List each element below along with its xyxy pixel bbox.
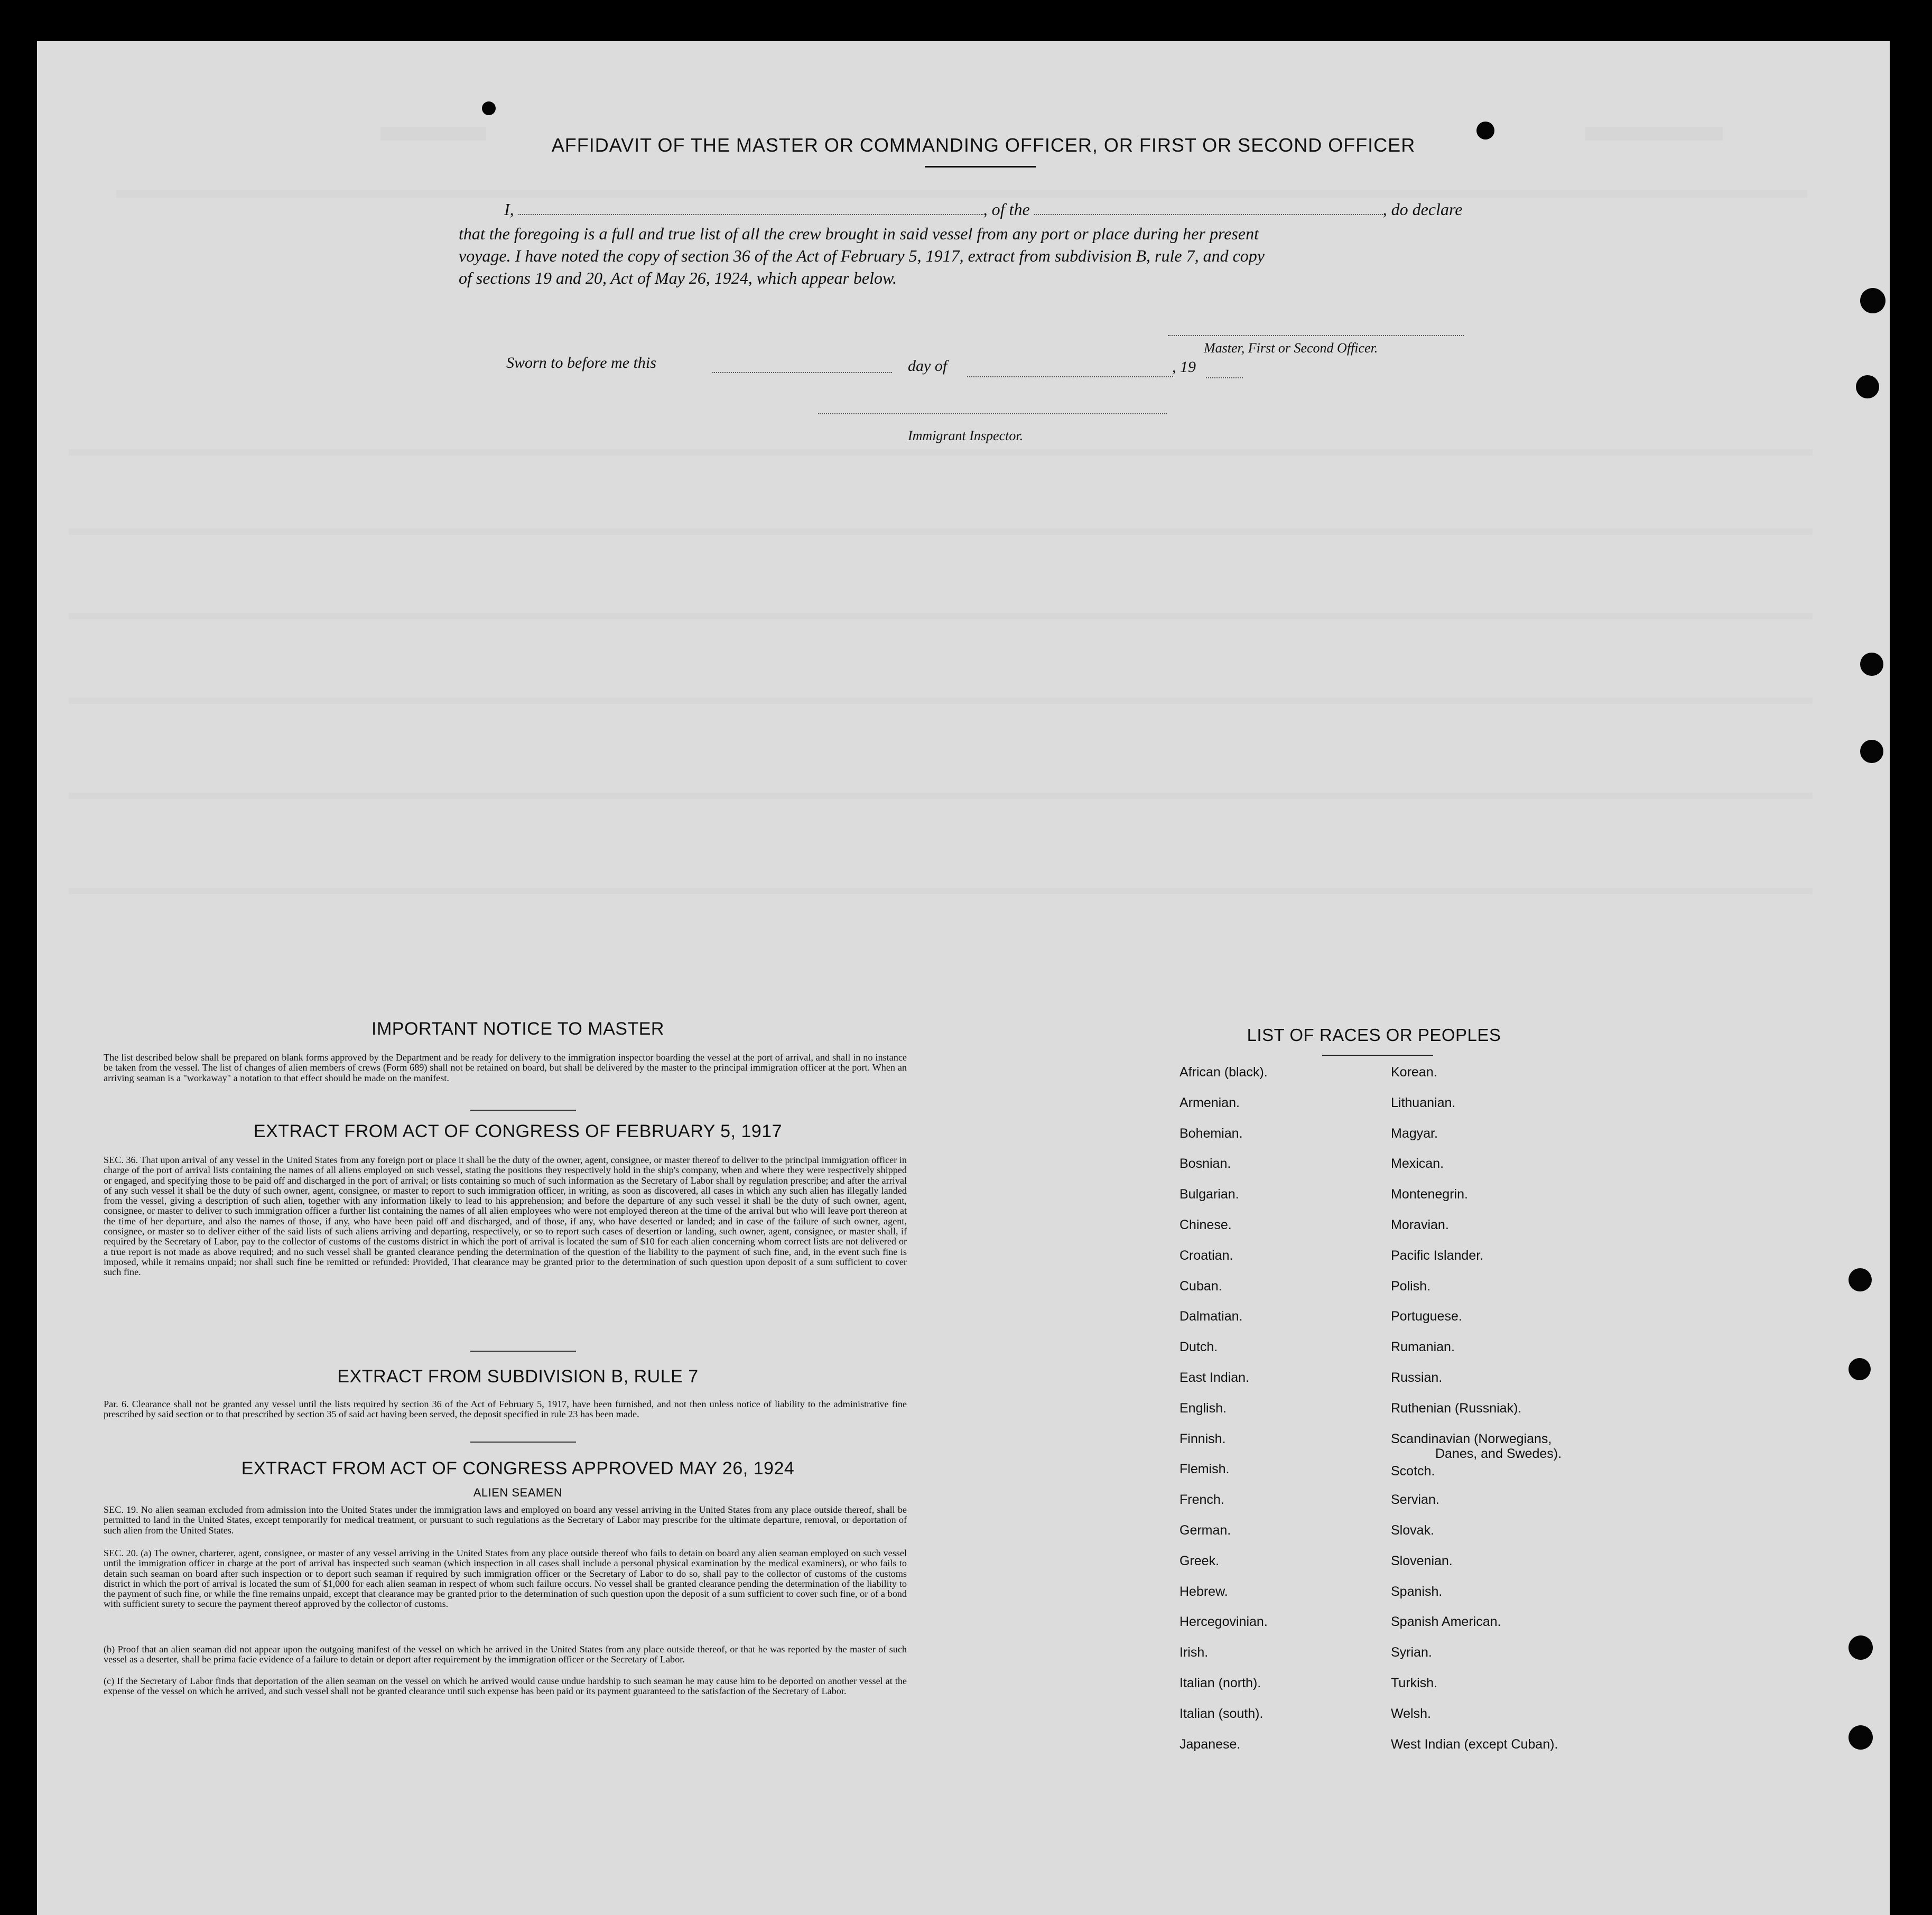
punch-hole	[1849, 1725, 1873, 1750]
race-item: Russian.	[1391, 1370, 1443, 1385]
race-item: Japanese.	[1179, 1736, 1241, 1752]
race-item: Pacific Islander.	[1391, 1248, 1484, 1263]
race-item: Korean.	[1391, 1065, 1437, 1080]
race-item: Spanish American.	[1391, 1614, 1501, 1630]
race-item: Finnish.	[1179, 1431, 1226, 1446]
title-rule	[925, 166, 1036, 168]
vessel-label: , of the	[983, 200, 1030, 219]
race-item: Mexican.	[1391, 1156, 1444, 1172]
section-rule	[470, 1110, 576, 1111]
notice-title: IMPORTANT NOTICE TO MASTER	[371, 1019, 664, 1039]
notice-body: The list described below shall be prepared on blank forms approved by the Department and be ready for delivery to the immigration inspector boarding the vessel at the port of arrival, and shall in no instance be taken from the vessel. The list of changes of alien members of crews (Form 689) shall not be retained on board, but shall be delivered by the master to the principal immigration officer at the port. When an arriving seaman is a "workaway" a notation to that effect should be made on the manifest.	[104, 1052, 907, 1083]
punch-hole	[1856, 375, 1879, 398]
sworn-label: Sworn to before me this	[506, 354, 656, 371]
race-item: Slovenian.	[1391, 1553, 1453, 1568]
sworn-date-field[interactable]	[712, 357, 892, 373]
race-item: English.	[1179, 1400, 1227, 1416]
race-item: Magyar.	[1391, 1126, 1438, 1141]
extract-1924-subtitle: ALIEN SEAMEN	[473, 1486, 563, 1499]
sec20a-text: SEC. 20. (a) The owner, charterer, agent, consignee, or master of any vessel arriving in the United States from any place outside thereof who fails to detain on board any alien seaman employed on such vessel until the immigration officer in charge at the port of arrival has inspected such seaman (which inspection in all cases shall include a personal physical examination by the medical examiners), or who fails to detain such seaman on board after such inspection or to deport such seaman if required by such immigration officer or the Secretary of Labor to do so, shall pay to the collector of customs of the customs district in which the port of arrival is located the sum of $1,000 for each alien seaman in respect of whom such failure occurs. No vessel shall be granted clearance pending the determination of the liability to the payment of such fine, or while the fine remains unpaid, except that clearance may be granted prior to the determination of such question upon the deposit of a sum sufficient to cover such fine, or of a bond with sufficient surety to secure the payment thereof approved by the collector of customs.	[104, 1548, 907, 1610]
race-item: Bosnian.	[1179, 1156, 1231, 1172]
race-item: Flemish.	[1179, 1462, 1230, 1477]
race-item: Dalmatian.	[1179, 1309, 1243, 1324]
punch-hole	[1849, 1635, 1873, 1660]
race-item: French.	[1179, 1492, 1224, 1508]
race-item: African (black).	[1179, 1065, 1268, 1080]
signer-label: Master, First or Second Officer.	[1204, 340, 1378, 356]
sworn-month-field[interactable]	[967, 361, 1173, 377]
signature-field[interactable]	[1168, 319, 1464, 336]
race-item: West Indian (except Cuban).	[1391, 1736, 1558, 1752]
race-item: Dutch.	[1179, 1340, 1218, 1355]
race-item: Greek.	[1179, 1553, 1220, 1568]
race-item: Portuguese.	[1391, 1309, 1462, 1324]
extract-1917-body: SEC. 36. That upon arrival of any vessel in the United States from any foreign port or place it shall be the duty of the owner, agent, consignee, or master thereof to deliver to the principal immigration officer in charge of the port of arrival lists containing the names of all aliens employed on such vessel, stating the positions they respectively hold in the ship's company, when and where they were respectively shipped or engaged, and specifying those to be paid off and discharged in the port of arrival; or lists containing so much of such information as the Secretary of Labor shall by regulation prescribe; and after the arrival of any such vessel it shall be the duty of such owner, agent, consignee, or master to report to such immigration officer, in writing, as soon as discovered, all cases in which any such alien has illegally landed from the vessel, giving a description of such alien, together with any information likely to lead to his apprehension; and before the departure of any such vessel it shall be the duty of such owner, agent, consignee, or master to deliver to such immigration officer a further list containing the names of all alien employees who were not employed thereon at the time of the arrival but who will leave port thereon at the time of her departure, and also the names of those, if any, who have been paid off and discharged, and of those, if any, who have deserted or landed; and in case of the failure of such owner, agent, consignee, or master so to deliver either of the said lists of such aliens arriving and departing, respectively, or so to report such cases of desertion or landing, such owner, agent, consignee, or master shall, if required by the Secretary of Labor, pay to the collector of customs of the customs district in which the port of arrival is located the sum of $10 for each alien concerning whom correct lists are not delivered or a true report is not made as above required; and no such vessel shall be granted clearance pending the determination of the question of the liability to the payment of such fine, and, in the event such fine is imposed, while it remains unpaid; nor shall such fine be remitted or refunded: Provided, That clearance may be granted prior to the determination of such question upon deposit of a sum sufficient to cover such fine.	[104, 1155, 907, 1278]
punch-hole	[1860, 653, 1883, 676]
inspector-label: Immigrant Inspector.	[908, 428, 1024, 443]
race-item: Croatian.	[1179, 1248, 1233, 1263]
race-item: Hebrew.	[1179, 1584, 1228, 1599]
race-item: Scandinavian (Norwegians,	[1391, 1431, 1552, 1446]
race-item: Cuban.	[1179, 1278, 1222, 1294]
document-page	[37, 41, 1890, 1915]
races-title: LIST OF RACES OR PEOPLES	[1247, 1025, 1501, 1045]
race-item: Scotch.	[1391, 1464, 1435, 1479]
extract-1924-title: EXTRACT FROM ACT OF CONGRESS APPROVED MAY 26, 1924	[241, 1458, 795, 1479]
race-item: Armenian.	[1179, 1095, 1240, 1110]
race-item: Italian (south).	[1179, 1706, 1264, 1721]
race-item: Bulgarian.	[1179, 1187, 1239, 1202]
races-title-rule	[1322, 1055, 1433, 1056]
race-item: Irish.	[1179, 1645, 1209, 1660]
race-item: East Indian.	[1179, 1370, 1250, 1385]
sec19-text: SEC. 19. No alien seaman excluded from admission into the United States under the immigration laws and employed on board any vessel arriving in the United States from any place outside thereof, shall be permitted to land in the United States, except temporarily for medical treatment, or pursuant to such regulations as the Secretary of Labor may prescribe for the ultimate departure, removal, or deportation of such alien from the United States.	[104, 1504, 907, 1536]
declarant-name-field[interactable]	[518, 199, 983, 215]
year-label: , 19	[1172, 358, 1196, 376]
race-item: Montenegrin.	[1391, 1187, 1468, 1202]
declaration-line-3: voyage. I have noted the copy of section 36 of the Act of February 5, 1917, extract from subdivision B, rule 7, and copy	[459, 246, 1265, 265]
day-of-label: day of	[908, 357, 948, 375]
race-item: Moravian.	[1391, 1217, 1449, 1232]
extract-1917-title: EXTRACT FROM ACT OF CONGRESS OF FEBRUARY 5, 1917	[253, 1121, 783, 1141]
extract-rule7-body: Par. 6. Clearance shall not be granted any vessel until the lists required by section 36 of the Act of February 5, 1917, have been furnished, and not then unless notice of liability to the administrative fine prescribed by said section or to that prescribed by section 35 of said act having been served, the deposit specified in rule 23 has been made.	[104, 1399, 907, 1420]
punch-hole	[1476, 122, 1494, 140]
punch-hole	[1860, 288, 1885, 313]
punch-hole	[482, 101, 496, 115]
vessel-name-field[interactable]	[1034, 199, 1383, 215]
race-item: Ruthenian (Russniak).	[1391, 1400, 1522, 1416]
declare-text: , do declare	[1382, 200, 1463, 219]
section-rule	[470, 1442, 576, 1443]
punch-hole	[1849, 1268, 1872, 1291]
race-item: Spanish.	[1391, 1584, 1443, 1599]
race-item: Chinese.	[1179, 1217, 1232, 1232]
race-item: Servian.	[1391, 1492, 1439, 1508]
race-item: Syrian.	[1391, 1645, 1432, 1660]
sworn-year-field[interactable]	[1206, 362, 1243, 378]
race-item: German.	[1179, 1523, 1231, 1538]
race-item: Welsh.	[1391, 1706, 1431, 1721]
declarant-label: I,	[504, 200, 514, 219]
extract-rule7-title: EXTRACT FROM SUBDIVISION B, RULE 7	[337, 1366, 699, 1387]
punch-hole	[1860, 740, 1883, 763]
declaration-line-2: that the foregoing is a full and true list of all the crew brought in said vessel from any port or place during her present	[459, 224, 1259, 243]
sec20c-text: (c) If the Secretary of Labor finds that deportation of the alien seaman on the vessel on which he arrived would cause undue hardship to such seaman he may cause him to be deported on another vessel at the expense of the vessel on which he arrived, and such vessel shall not be granted clearance until such expense has been paid or its payment guaranteed to the satisfaction of the Secretary of Labor.	[104, 1676, 907, 1697]
race-item: Hercegovinian.	[1179, 1614, 1268, 1630]
sec20b-text: (b) Proof that an alien seaman did not appear upon the outgoing manifest of the vessel on which he arrived in the United States from any place outside thereof, or that he was reported by the master of such vessel as a deserter, shall be prima facie evidence of a failure to detain or deport after requirement by the immigration officer or the Secretary of Labor.	[104, 1644, 907, 1665]
race-item: Danes, and Swedes).	[1435, 1446, 1562, 1461]
race-item: Italian (north).	[1179, 1676, 1261, 1690]
race-item: Slovak.	[1391, 1523, 1434, 1538]
race-item: Turkish.	[1391, 1676, 1437, 1690]
declaration-line-1	[459, 198, 1500, 221]
punch-hole	[1849, 1358, 1871, 1380]
declaration-line-4: of sections 19 and 20, Act of May 26, 1924, which appear below.	[459, 268, 897, 287]
affidavit-title: AFFIDAVIT OF THE MASTER OR COMMANDING OFFICER, OR FIRST OR SECOND OFFICER	[551, 134, 1416, 156]
race-item: Polish.	[1391, 1278, 1431, 1294]
section-rule	[470, 1351, 576, 1352]
inspector-signature-field[interactable]	[818, 398, 1167, 414]
race-item: Bohemian.	[1179, 1126, 1243, 1141]
race-item: Rumanian.	[1391, 1340, 1455, 1355]
race-item: Lithuanian.	[1391, 1095, 1456, 1110]
